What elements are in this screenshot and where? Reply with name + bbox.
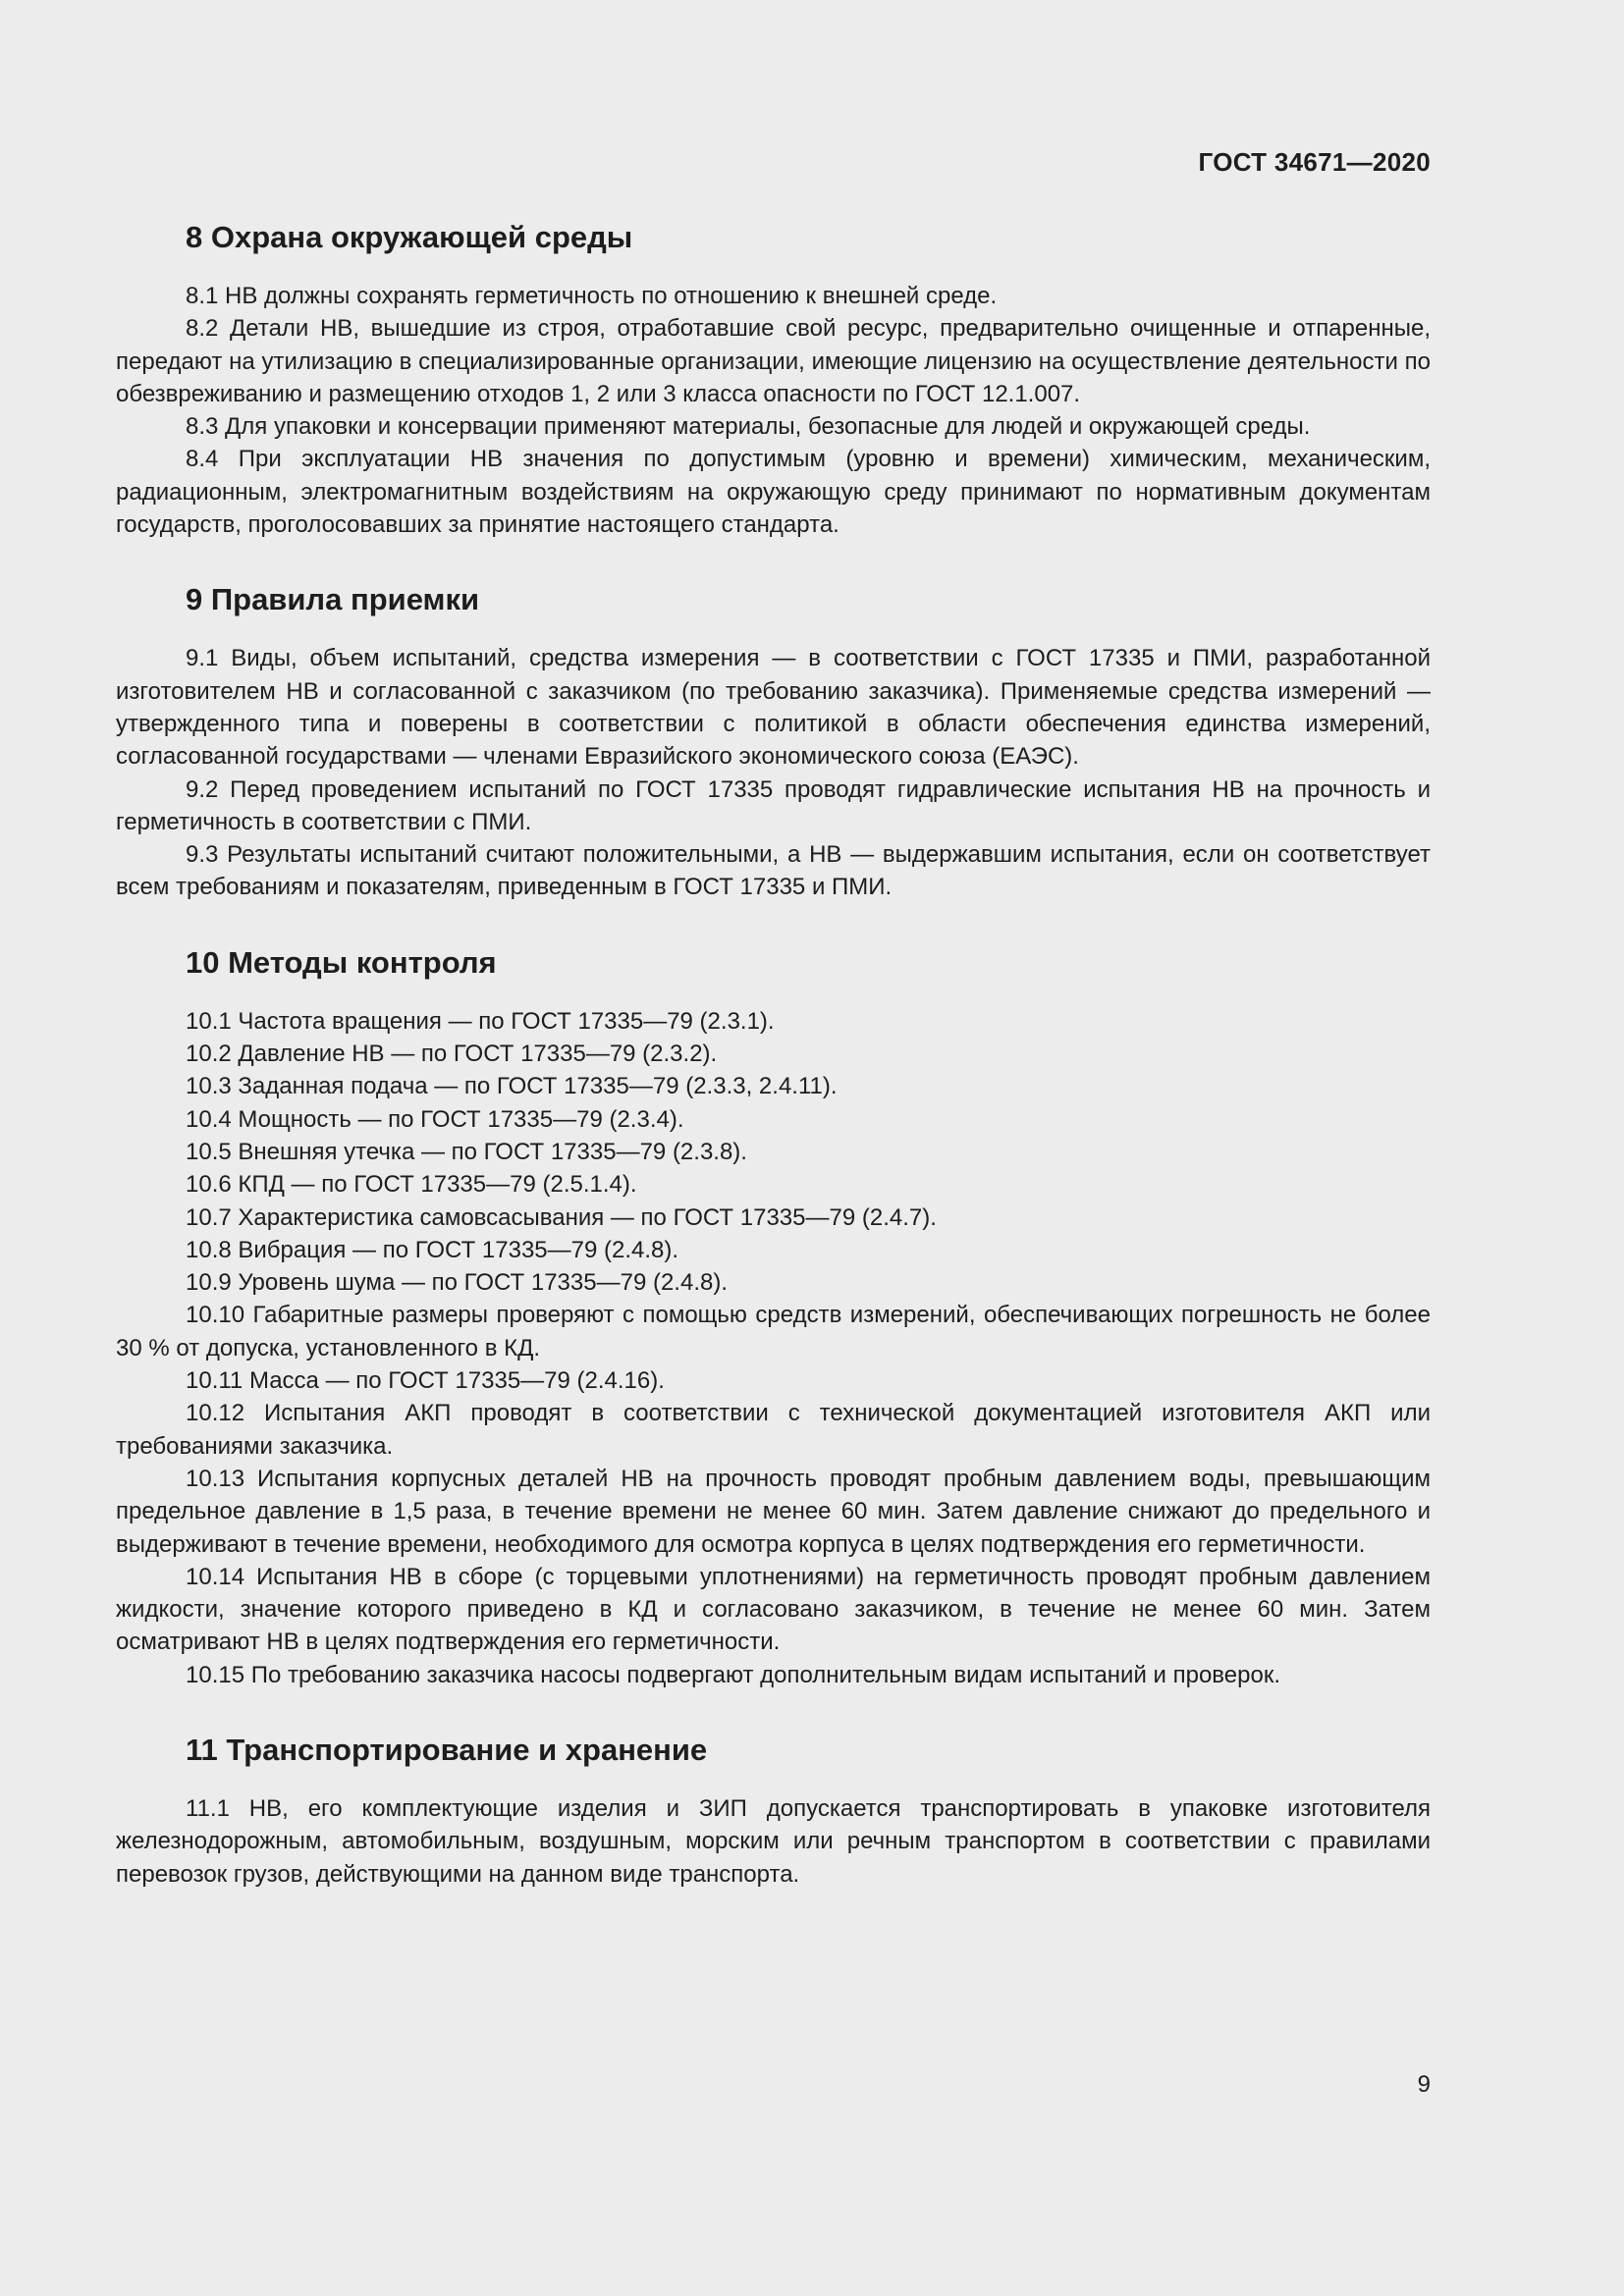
paragraph-11-1: 11.1 НВ, его комплектующие изделия и ЗИП допускается транспортировать в упаковке изготовителя железнодорожным, автомобильным, воздушным, морским или речным транспортом в соответствии с правилами перевозок грузов, действующими на данном виде транспорта. xyxy=(116,1794,1431,1888)
section-10 xyxy=(116,943,1431,1691)
section-11 xyxy=(116,1731,1431,1891)
paragraph-10-3: 10.3 Заданная подача — по ГОСТ 17335—79 (2.3.3, 2.4.11). xyxy=(186,1073,838,1100)
section-title: 8 Охрана окружающей среды xyxy=(186,220,633,254)
paragraph-10-4: 10.4 Мощность — по ГОСТ 17335—79 (2.3.4). xyxy=(186,1105,684,1133)
paragraph-10-2: 10.2 Давление НВ — по ГОСТ 17335—79 (2.3.2). xyxy=(186,1041,718,1068)
paragraph-10-12: 10.12 Испытания АКП проводят в соответствии с технической документацией изготовителя АКП или требованиями заказчика. xyxy=(116,1400,1431,1460)
paragraph-10-8: 10.8 Вибрация — по ГОСТ 17335—79 (2.4.8). xyxy=(186,1236,679,1263)
paragraph-10-9: 10.9 Уровень шума — по ГОСТ 17335—79 (2.4.8). xyxy=(186,1269,728,1297)
paragraph-10-7: 10.7 Характеристика самовсасывания — по ГОСТ 17335—79 (2.4.7). xyxy=(186,1203,937,1231)
document-body xyxy=(116,218,1431,1891)
paragraph-10-10: 10.10 Габаритные размеры проверяют с помощью средств измерений, обеспечивающих погрешность не более 30 % от допуска, установленного в КД. xyxy=(116,1302,1431,1362)
paragraph-10-5: 10.5 Внешняя утечка — по ГОСТ 17335—79 (2.3.8). xyxy=(186,1138,747,1165)
paragraph-10-13: 10.13 Испытания корпусных деталей НВ на прочность проводят пробным давлением воды, превышающим предельное давление в 1,5 раза, в течение времени не менее 60 мин. Затем давление снижают до предельного и выдерживают в течение времени, необходимого для осмотра корпуса в целях подтверждения его герметичности. xyxy=(116,1465,1431,1558)
paragraph-10-15: 10.15 По требованию заказчика насосы подвергают дополнительным видам испытаний и проверок. xyxy=(186,1661,1280,1688)
section-9 xyxy=(116,580,1431,903)
page-number: 9 xyxy=(1417,2071,1431,2098)
document-code-header: ГОСТ 34671—2020 xyxy=(1198,147,1431,177)
paragraph-9-3: 9.3 Результаты испытаний считают положительными, а НВ — выдержавшим испытания, если он соответствует всем требованиям и показателям, приведенным в ГОСТ 17335 и ПМИ. xyxy=(116,841,1431,901)
paragraph-8-3: 8.3 Для упаковки и консервации применяют материалы, безопасные для людей и окружающей среды. xyxy=(186,413,1311,441)
section-title: 9 Правила приемки xyxy=(186,582,480,617)
paragraph-10-1: 10.1 Частота вращения — по ГОСТ 17335—79 (2.3.1). xyxy=(186,1007,775,1035)
paragraph-9-2: 9.2 Перед проведением испытаний по ГОСТ 17335 проводят гидравлические испытания НВ на прочность и герметичность в соответствии с ПМИ. xyxy=(116,775,1431,835)
paragraph-9-1: 9.1 Виды, объем испытаний, средства измерения — в соответствии с ГОСТ 17335 и ПМИ, разработанной изготовителем НВ и согласованной с заказчиком (по требованию заказчика). Применяемые средства измерений — утвержденного типа и поверены в соответствии с политикой в области обеспечения единства измерений, согласованной государствами — членами Евразийского экономического союза (ЕАЭС). xyxy=(116,645,1431,771)
section-title: 11 Транспортирование и хранение xyxy=(186,1732,708,1767)
paragraph-8-1: 8.1 НВ должны сохранять герметичность по отношению к внешней среде. xyxy=(186,283,998,309)
paragraph-8-4: 8.4 При эксплуатации НВ значения по допустимым (уровню и времени) химическим, механическим, радиационным, электромагнитным воздействиям на окружающую среду принимают по нормативным документам государств, проголосовавших за принятие настоящего стандарта. xyxy=(116,446,1431,539)
paragraph-8-2: 8.2 Детали НВ, вышедшие из строя, отработавшие свой ресурс, предварительно очищенные и отпаренные, передают на утилизацию в специализированные организации, имеющие лицензию на осуществление деятельности по обезвреживанию и размещению отходов 1, 2 или 3 класса опасности по ГОСТ 12.1.007. xyxy=(116,315,1431,407)
section-title: 10 Методы контроля xyxy=(186,944,497,980)
paragraph-10-14: 10.14 Испытания НВ в сборе (с торцевыми уплотнениями) на герметичность проводят пробным давлением жидкости, значение которого приведено в КД и согласовано заказчиком, в течение не менее 60 мин. Затем осматривают НВ в целях подтверждения его герметичности. xyxy=(116,1563,1431,1656)
paragraph-10-11: 10.11 Масса — по ГОСТ 17335—79 (2.4.16). xyxy=(186,1367,665,1395)
section-8 xyxy=(116,218,1431,541)
paragraph-10-6: 10.6 КПД — по ГОСТ 17335—79 (2.5.1.4). xyxy=(186,1171,637,1199)
